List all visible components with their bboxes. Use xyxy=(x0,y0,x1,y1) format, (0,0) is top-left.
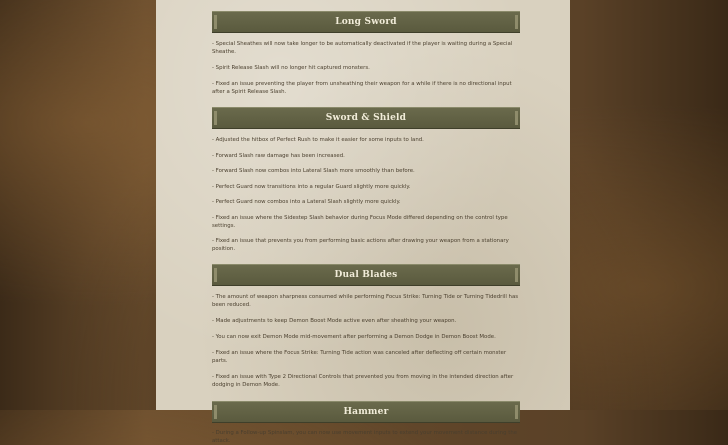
note-item: - Fixed an issue where the Sidestep Slash behavior during Focus Mode differed depending on the control type settings. xyxy=(212,214,508,229)
patch-notes-page xyxy=(156,0,570,444)
section-title: Dual Blades xyxy=(334,270,398,280)
note-item: - Forward Slash now combos into Lateral Slash more smoothly than before. xyxy=(212,168,415,174)
section-sword-and-shield xyxy=(212,107,520,253)
note-item: - Made adjustments to keep Demon Boost Mode active even after sheathing your weapon. xyxy=(212,318,457,324)
note-item: - You can now exit Demon Mode mid-movement after performing a Demon Dodge in Demon Boost Mode. xyxy=(212,334,496,340)
notes-list xyxy=(212,136,520,253)
section-banner xyxy=(212,107,520,129)
section-banner xyxy=(212,11,520,33)
note-item: - Special Sheathes will now take longer to be automatically deactivated if the player is waiting during a Special Sheathe. xyxy=(212,41,513,55)
notes-list xyxy=(212,429,520,445)
note-item: - Fixed an issue with Type 2 Directional Controls that prevented you from moving in the intended direction after dodging in Demon Mode. xyxy=(212,374,514,388)
section-banner xyxy=(212,264,520,286)
note-item: - Adjusted the hitbox of Perfect Rush to make it easier for some inputs to land. xyxy=(212,137,424,143)
section-dual-blades xyxy=(212,264,520,389)
note-item: - Fixed an issue where the Focus Strike: Turning Tide action was canceled after deflecting off certain monster parts. xyxy=(212,350,507,364)
notes-list xyxy=(212,40,520,96)
note-item: - Forward Slash raw damage has been increased. xyxy=(212,152,345,159)
note-item: - Perfect Guard now combos into a Lateral Slash slightly more quickly. xyxy=(212,199,401,205)
section-title: Sword & Shield xyxy=(325,113,407,123)
note-item: - During a Follow-up Spinslam, you can now use movement inputs to extend your movement distance during the attack. xyxy=(212,430,518,444)
note-item: - Spirit Release Slash will no longer hit captured monsters. xyxy=(212,65,370,71)
section-hammer xyxy=(212,401,520,445)
section-banner xyxy=(212,401,520,423)
section-long-sword xyxy=(212,11,520,96)
note-item: - Fixed an issue that prevents you from performing basic actions after drawing your weapon from a stationary position. xyxy=(212,238,509,252)
note-item: - Fixed an issue preventing the player from unsheathing their weapon for a while if there is no directional input after a Spirit Release Slash. xyxy=(212,81,512,95)
section-title: Long Sword xyxy=(335,17,397,27)
section-title: Hammer xyxy=(343,407,389,417)
note-item: - Perfect Guard now transitions into a regular Guard slightly more quickly. xyxy=(212,183,411,190)
notes-list xyxy=(212,293,520,389)
note-item: - The amount of weapon sharpness consumed while performing Focus Strike: Turning Tide or Turning Tidedrill has been reduced. xyxy=(212,294,519,308)
